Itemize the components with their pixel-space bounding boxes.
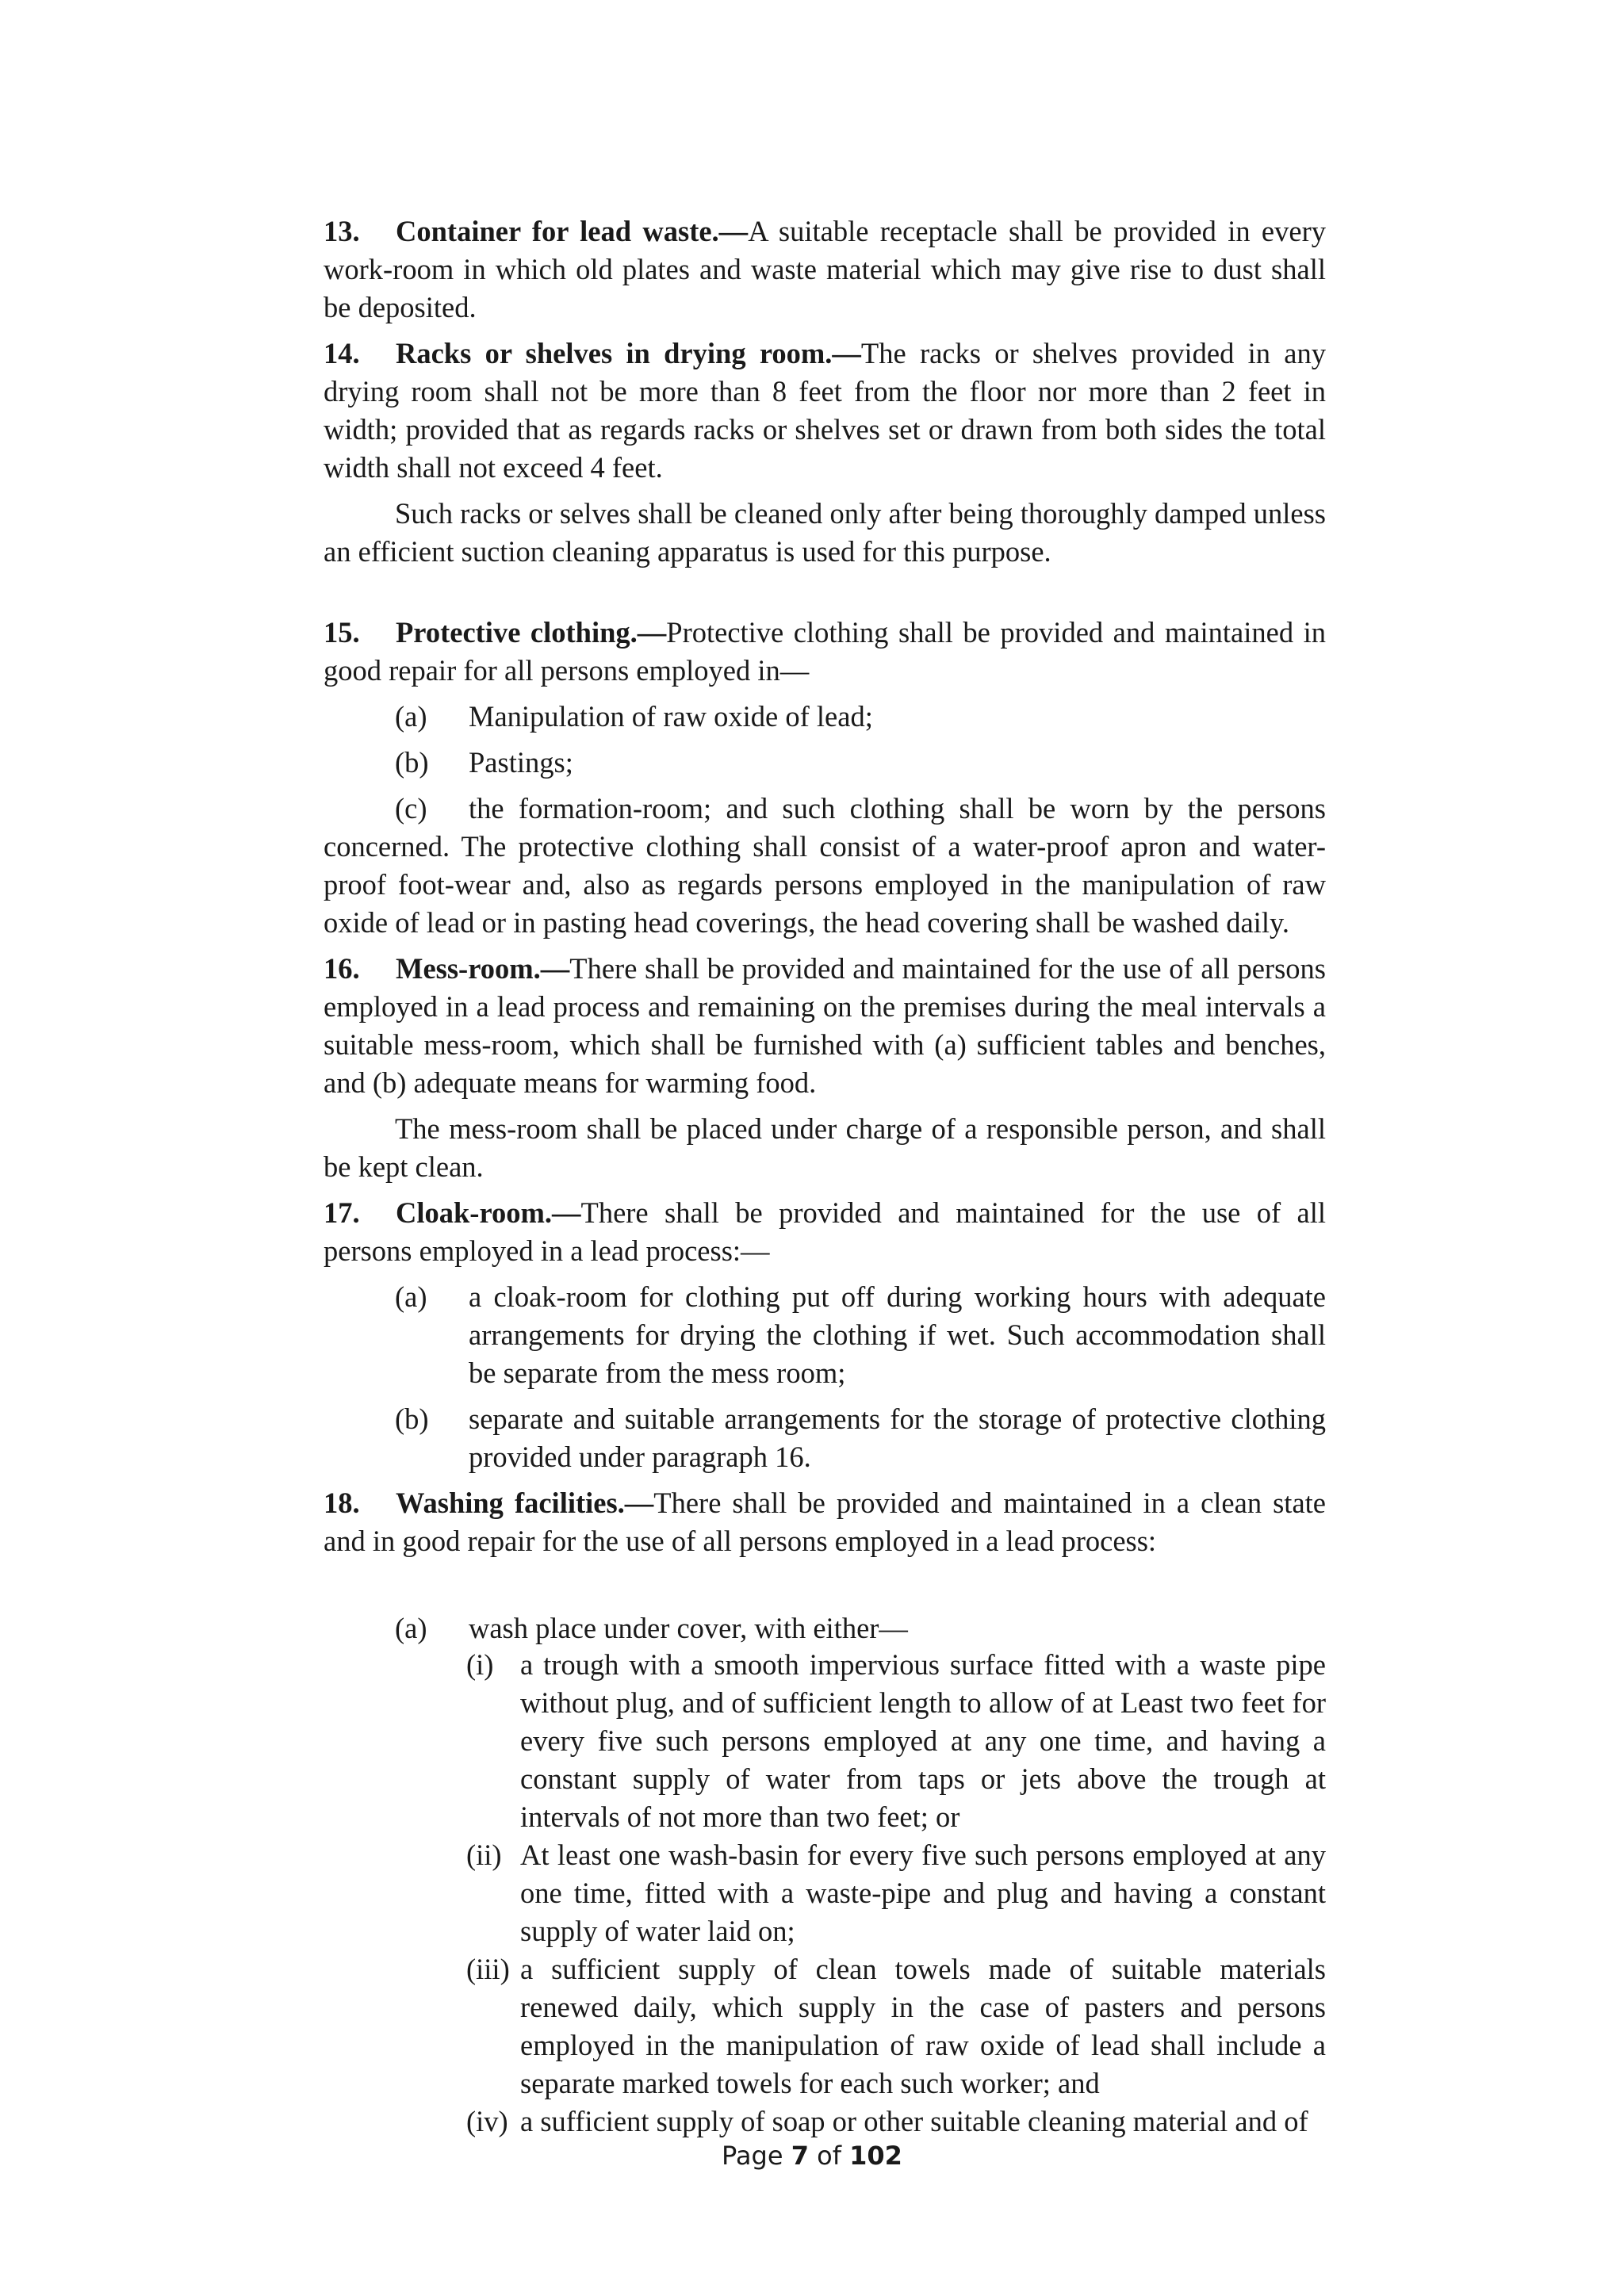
- item-text: separate and suitable arrangements for the storage of protective clothing provided under paragraph 16.: [469, 1402, 1326, 1473]
- section-number: 15.: [324, 616, 360, 649]
- sub-item-label: (i): [466, 1648, 494, 1681]
- sub-item-label: (ii): [466, 1839, 502, 1871]
- list-item: [324, 1609, 1326, 1647]
- section-text: There shall be provided and maintained in a clean state and in good repair for the use of all persons employed in a lead process:: [324, 1487, 1326, 1557]
- page-word: Page: [722, 2141, 783, 2171]
- item-text: a cloak-room for clothing put off during working hours with adequate arrangements for drying the clothing if wet. Such accommodation shall be separate from the mess room;: [469, 1280, 1326, 1389]
- sub-item-label: (iv): [466, 2105, 508, 2137]
- section-16-paragraph-2: The mess-room shall be placed under charge of a responsible person, and shall be kept clean.: [324, 1112, 1326, 1183]
- section-text: A suitable receptacle shall be provided in every work-room in which old plates and waste material which may give rise to dust shall be deposited.: [324, 215, 1326, 323]
- item-label: (b): [395, 746, 429, 779]
- page-footer: [0, 2141, 1624, 2171]
- sub-list-item: [466, 1646, 1326, 1836]
- section-heading: Racks or shelves in drying room.—: [396, 337, 861, 369]
- item-label: (a): [395, 1612, 427, 1644]
- sub-item-label: (iii): [466, 1953, 510, 1985]
- list-item-c: [324, 790, 1326, 942]
- sub-item-text: a trough with a smooth impervious surface fitted with a waste pipe without plug, and of sufficient length to allow of at Least two feet for every five such persons employed at any one time, and having a constant supply of water from taps or jets above the trough at intervals of not more than two feet; or: [520, 1648, 1326, 1833]
- section-number: 16.: [324, 952, 360, 985]
- sub-item-text: a sufficient supply of soap or other suitable cleaning material and of: [520, 2105, 1308, 2137]
- section-18: [324, 1484, 1326, 1560]
- current-page-number: 7: [791, 2141, 809, 2171]
- section-heading: Washing facilities.—: [396, 1487, 654, 1519]
- spacer: [324, 579, 1326, 614]
- section-15: [324, 614, 1326, 690]
- total-pages-number: 102: [849, 2141, 902, 2171]
- section-text: The racks or shelves provided in any drying room shall not be more than 8 feet from the floor nor more than 2 feet in width; provided that as regards racks or shelves set or drawn from both sides the total width shall not exceed 4 feet.: [324, 337, 1326, 484]
- item-label: (a): [395, 700, 427, 733]
- section-text: Protective clothing shall be provided and maintained in good repair for all persons employed in—: [324, 616, 1326, 687]
- section-number: 17.: [324, 1196, 360, 1229]
- of-word: of: [817, 2141, 841, 2171]
- list-item: [324, 1278, 1326, 1392]
- section-heading: Protective clothing.—: [396, 616, 667, 649]
- section-16: [324, 950, 1326, 1102]
- item-text: Manipulation of raw oxide of lead;: [469, 700, 873, 733]
- section-number: 13.: [324, 215, 360, 247]
- sub-list: [466, 1646, 1326, 2141]
- sub-list-item: [466, 1836, 1326, 1950]
- item-text: wash place under cover, with either—: [469, 1612, 908, 1644]
- document-body: [324, 212, 1326, 2141]
- section-heading: Mess-room.—: [396, 952, 570, 985]
- list-item: [324, 698, 1326, 736]
- section-14: [324, 335, 1326, 487]
- sub-item-text: At least one wash-basin for every five such persons employed at any one time, fitted with a waste-pipe and plug and having a constant supply of water laid on;: [520, 1839, 1326, 1947]
- section-14-paragraph-2: Such racks or selves shall be cleaned only after being thoroughly damped unless an efficient suction cleaning apparatus is used for this purpose.: [324, 497, 1326, 568]
- sub-list-item: [466, 1950, 1326, 2103]
- section-text: There shall be provided and maintained for the use of all persons employed in a lead process:—: [324, 1196, 1326, 1267]
- item-label: (b): [395, 1402, 429, 1435]
- item-label: (a): [395, 1280, 427, 1313]
- list-item: [324, 1400, 1326, 1476]
- item-label: (c): [395, 792, 427, 825]
- spacer: [324, 1568, 1326, 1609]
- sub-list-item: [466, 2103, 1326, 2141]
- sub-item-text: a sufficient supply of clean towels made of suitable materials renewed daily, which supply in the case of pasters and persons employed in the manipulation of raw oxide of lead shall include a separate marked towels for each such worker; and: [520, 1953, 1326, 2099]
- section-number: 18.: [324, 1487, 360, 1519]
- section-number: 14.: [324, 337, 360, 369]
- item-text: Pastings;: [469, 746, 573, 779]
- section-heading: Cloak-room.—: [396, 1196, 581, 1229]
- section-text: There shall be provided and maintained for the use of all persons employed in a lead process and remaining on the premises during the meal intervals a suitable mess-room, which shall be furnished with (a) sufficient tables and benches, and (b) adequate means for warming food.: [324, 952, 1326, 1099]
- section-13: [324, 212, 1326, 327]
- list-item: [324, 744, 1326, 782]
- section-heading: Container for lead waste.—: [396, 215, 749, 247]
- item-text: the formation-room; and such clothing shall be worn by the persons concerned. The protective clothing shall consist of a water-proof apron and water-proof foot-wear and, also as regards persons employed in the manipulation of raw oxide of lead or in pasting head coverings, the head covering shall be washed daily.: [324, 792, 1326, 939]
- section-17: [324, 1194, 1326, 1270]
